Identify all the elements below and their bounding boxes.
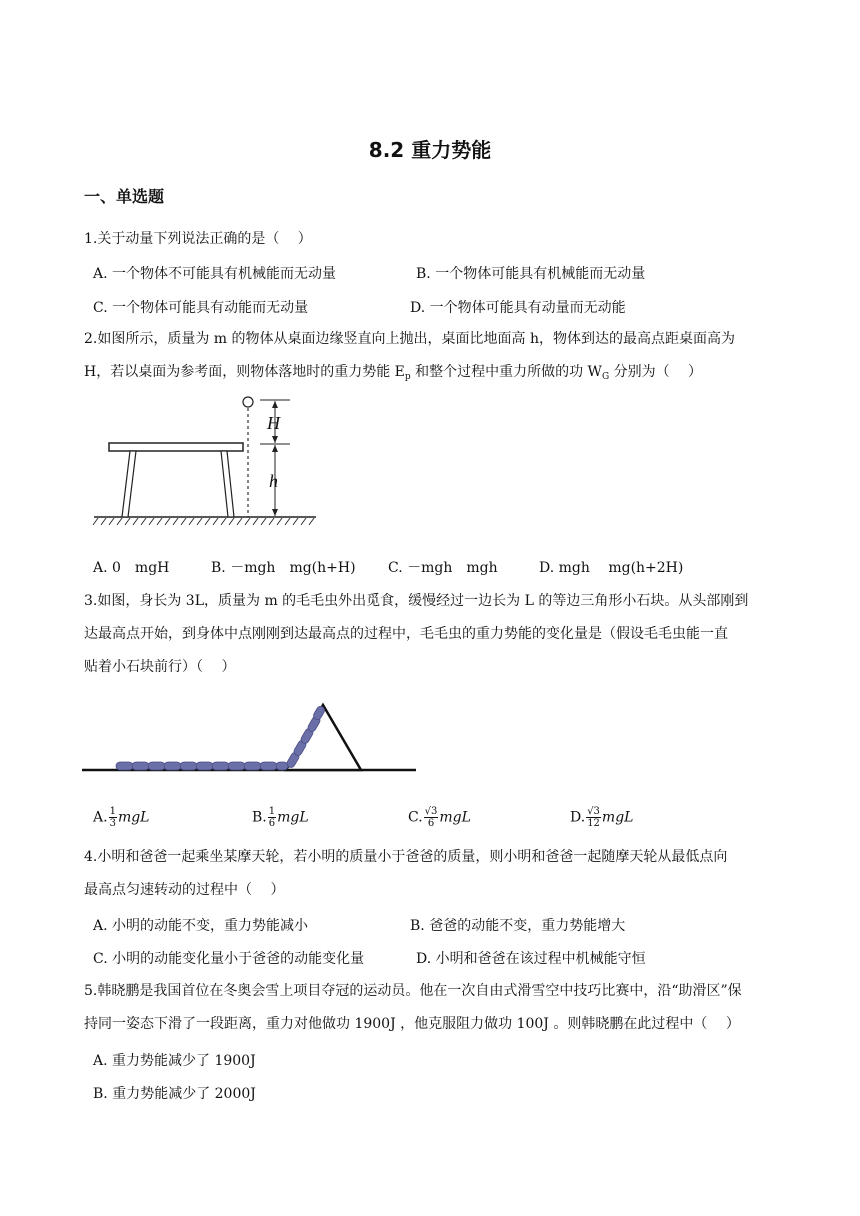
- section-heading: 一、单选题: [84, 187, 165, 206]
- q5-option-b: B. 重力势能减少了 2000J: [93, 1086, 256, 1102]
- q2-option-c: C. －mgh mgh: [388, 560, 498, 576]
- q4-option-b: B. 爸爸的动能不变，重力势能增大: [410, 918, 626, 934]
- q3-stem-line2: 达最高点开始，到身体中点刚刚到达最高点的过程中，毛毛虫的重力势能的变化量是（假设毛毛虫能一直: [84, 626, 728, 642]
- q1-stem: 1.关于动量下列说法正确的是（ ）: [84, 231, 312, 247]
- q2-option-b: B. －mgh mg(h+H): [211, 560, 356, 576]
- q4-option-c: C. 小明的动能变化量小于爸爸的动能变化量: [93, 951, 365, 967]
- table-height-diagram: [90, 392, 320, 532]
- q3-option-d: D. $\frac{√3}{12}$ mgL: [570, 806, 634, 829]
- q2-option-a: A. 0 mgH: [93, 560, 170, 576]
- q5-stem-line2: 持同一姿态下滑了一段距离，重力对他做功 1900J ，他克服阻力做功 100J 。则韩晓鹏在此过程中（ ）: [84, 1016, 740, 1032]
- q2-stem-line2: H，若以桌面为参考面，则物体落地时的重力势能 $E_p$ 和整个过程中重力所做的功 $W_G$ 分别为（ ）: [84, 364, 703, 382]
- q4-stem-line1: 4.小明和爸爸一起乘坐某摩天轮，若小明的质量小于爸爸的质量，则小明和爸爸一起随摩天轮从最低点向: [84, 849, 728, 865]
- fig-label-h: h: [269, 471, 278, 491]
- q5-stem-line1: 5.韩晓鹏是我国首位在冬奥会雪上项目夺冠的运动员。他在一次自由式滑雪空中技巧比赛中，沿“助滑区”保: [84, 983, 742, 999]
- q3-option-c: C. $\frac{√3}{6}$ mgL: [408, 806, 471, 829]
- caterpillar-triangle-diagram: [82, 700, 418, 776]
- q1-option-a: A. 一个物体不可能具有机械能而无动量: [93, 266, 337, 282]
- q1-option-d: D. 一个物体可能具有动量而无动能: [410, 300, 626, 316]
- q4-option-d: D. 小明和爸爸在该过程中机械能守恒: [416, 951, 646, 967]
- q1-option-b: B. 一个物体可能具有机械能而无动量: [416, 266, 646, 282]
- q3-stem-line3: 贴着小石块前行）（ ）: [84, 659, 236, 675]
- q2-stem-line1: 2.如图所示，质量为 m 的物体从桌面边缘竖直向上抛出，桌面比地面高 h，物体到达的最高点距桌面高为: [84, 331, 735, 347]
- q4-stem-line2: 最高点匀速转动的过程中（ ）: [84, 882, 285, 898]
- q3-option-a: A. $\frac{1}{3}$ mgL: [93, 806, 150, 829]
- page-title: 8.2 重力势能: [368, 138, 492, 162]
- q4-option-a: A. 小明的动能不变，重力势能减小: [93, 918, 309, 934]
- q1-option-c: C. 一个物体可能具有动能而无动量: [93, 300, 309, 316]
- q3-stem-line1: 3.如图，身长为 3L，质量为 m 的毛毛虫外出觅食，缓慢经过一边长为 L 的等边三角形小石块。从头部刚到: [84, 593, 749, 609]
- q5-option-a: A. 重力势能减少了 1900J: [93, 1053, 256, 1069]
- fig-label-H: H: [267, 413, 280, 433]
- q2-option-d: D. mgh mg(h+2H): [539, 560, 684, 576]
- q3-option-b: B. $\frac{1}{6}$ mgL: [252, 806, 309, 829]
